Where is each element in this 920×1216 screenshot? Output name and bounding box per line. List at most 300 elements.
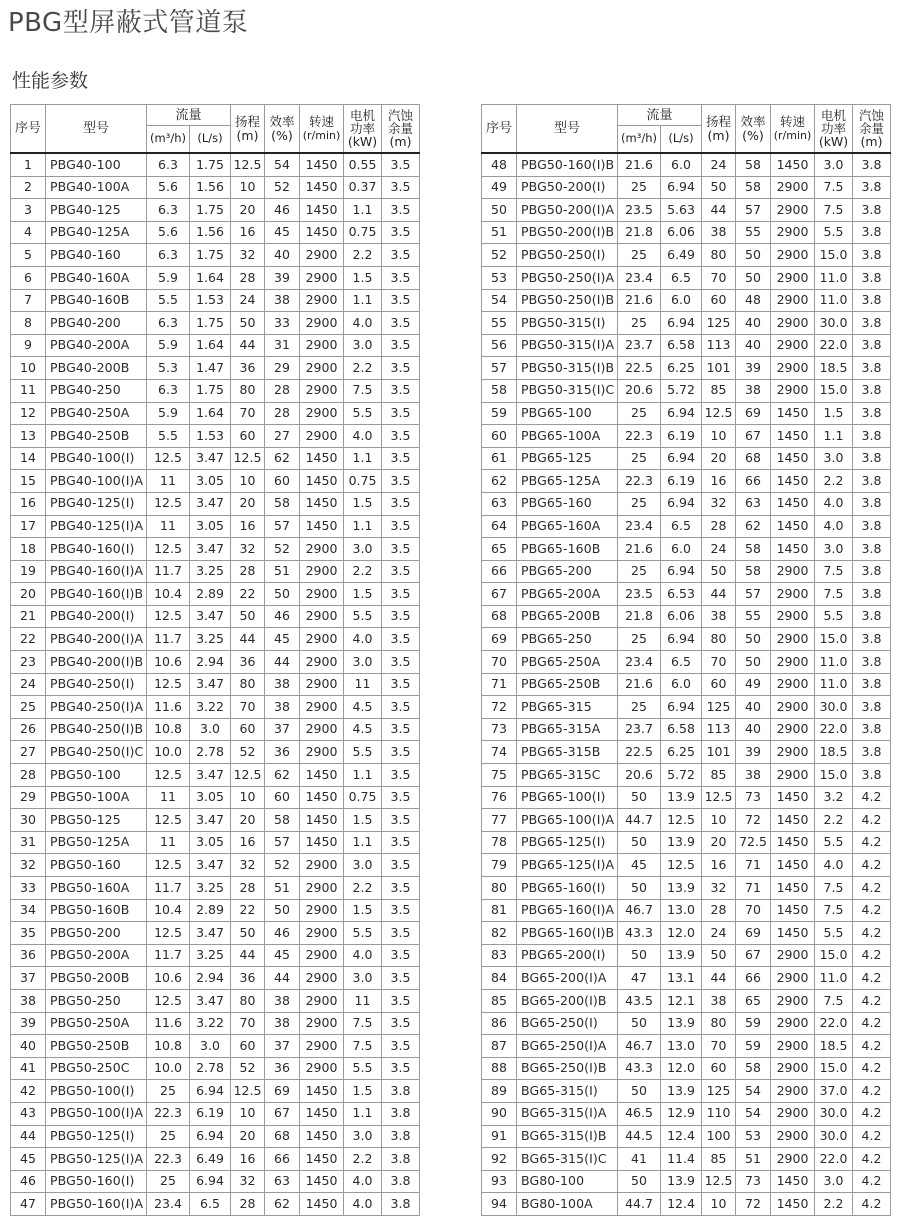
- cell-model: BG65-250(I)A: [517, 1035, 618, 1058]
- cell-speed: 1450: [300, 1102, 344, 1125]
- cell-model: PBG40-125(I): [46, 492, 147, 515]
- cell-model: PBG65-200A: [517, 583, 618, 606]
- cell-speed: 1450: [771, 1193, 815, 1216]
- header-speed: 转速 (r/min): [771, 105, 815, 154]
- cell-head: 50: [231, 922, 265, 945]
- cell-power: 4.5: [344, 718, 382, 741]
- table-row: [11, 1170, 420, 1193]
- cell-flow-m3h: 50: [618, 877, 661, 900]
- cell-power: 7.5: [815, 877, 853, 900]
- cell-head: 28: [231, 1193, 265, 1216]
- cell-npsh: 3.5: [382, 831, 420, 854]
- cell-power: 4.0: [344, 628, 382, 651]
- cell-model: PBG50-315(I)A: [517, 334, 618, 357]
- cell-npsh: 4.2: [853, 786, 891, 809]
- cell-seq: 44: [11, 1125, 46, 1148]
- cell-seq: 53: [482, 266, 517, 289]
- cell-speed: 1450: [771, 877, 815, 900]
- cell-efficiency: 44: [265, 651, 300, 674]
- cell-seq: 29: [11, 786, 46, 809]
- cell-flow-ls: 3.47: [190, 922, 231, 945]
- cell-flow-ls: 1.75: [190, 379, 231, 402]
- cell-npsh: 4.2: [853, 1193, 891, 1216]
- cell-model: PBG40-160(I)A: [46, 560, 147, 583]
- header-seq: 序号: [11, 105, 46, 154]
- cell-efficiency: 38: [265, 1012, 300, 1035]
- cell-model: PBG50-250(I): [517, 244, 618, 267]
- cell-speed: 2900: [771, 1080, 815, 1103]
- cell-speed: 2900: [771, 1035, 815, 1058]
- cell-seq: 2: [11, 176, 46, 199]
- cell-npsh: 3.5: [382, 696, 420, 719]
- table-row: [482, 538, 891, 561]
- cell-flow-m3h: 44.7: [618, 809, 661, 832]
- cell-seq: 23: [11, 651, 46, 674]
- cell-head: 44: [231, 944, 265, 967]
- cell-head: 50: [231, 312, 265, 335]
- cell-flow-m3h: 25: [618, 628, 661, 651]
- table-row: [11, 560, 420, 583]
- cell-seq: 11: [11, 379, 46, 402]
- cell-flow-m3h: 11: [147, 786, 190, 809]
- table-row: [11, 357, 420, 380]
- cell-model: PBG50-250(I)A: [517, 266, 618, 289]
- cell-flow-ls: 6.19: [190, 1102, 231, 1125]
- header-npsh: 汽蚀 余量 (m): [853, 105, 891, 154]
- cell-speed: 2900: [300, 1035, 344, 1058]
- cell-npsh: 3.8: [853, 357, 891, 380]
- header-motor-power: 电机 功率 (kW): [815, 105, 853, 154]
- cell-efficiency: 36: [265, 741, 300, 764]
- cell-flow-ls: 5.72: [661, 764, 702, 787]
- cell-head: 20: [702, 447, 736, 470]
- cell-power: 11.0: [815, 651, 853, 674]
- cell-head: 32: [702, 877, 736, 900]
- cell-flow-m3h: 6.3: [147, 312, 190, 335]
- cell-efficiency: 58: [736, 560, 771, 583]
- table-row: [482, 402, 891, 425]
- header-flow-m3h: (m³/h): [147, 126, 190, 154]
- cell-power: 1.1: [815, 425, 853, 448]
- cell-efficiency: 39: [265, 266, 300, 289]
- cell-efficiency: 39: [736, 357, 771, 380]
- cell-efficiency: 50: [736, 628, 771, 651]
- cell-speed: 2900: [300, 312, 344, 335]
- cell-head: 20: [231, 199, 265, 222]
- cell-efficiency: 68: [736, 447, 771, 470]
- cell-npsh: 3.5: [382, 967, 420, 990]
- cell-seq: 45: [11, 1148, 46, 1171]
- cell-npsh: 3.8: [853, 425, 891, 448]
- cell-power: 22.0: [815, 1012, 853, 1035]
- cell-npsh: 4.2: [853, 989, 891, 1012]
- cell-model: PBG65-100: [517, 402, 618, 425]
- cell-flow-ls: 12.5: [661, 809, 702, 832]
- cell-head: 12.5: [231, 1080, 265, 1103]
- cell-efficiency: 50: [265, 899, 300, 922]
- cell-flow-ls: 5.63: [661, 199, 702, 222]
- cell-flow-m3h: 22.5: [618, 357, 661, 380]
- table-row: [11, 447, 420, 470]
- cell-model: PBG40-250(I)B: [46, 718, 147, 741]
- cell-flow-m3h: 22.3: [618, 425, 661, 448]
- table-row: [482, 583, 891, 606]
- cell-seq: 66: [482, 560, 517, 583]
- cell-power: 4.0: [344, 425, 382, 448]
- cell-power: 2.2: [815, 470, 853, 493]
- cell-model: BG65-200(I)A: [517, 967, 618, 990]
- cell-model: PBG65-315A: [517, 718, 618, 741]
- cell-seq: 22: [11, 628, 46, 651]
- cell-head: 80: [231, 379, 265, 402]
- cell-flow-m3h: 5.5: [147, 425, 190, 448]
- table-row: [11, 538, 420, 561]
- cell-head: 50: [702, 560, 736, 583]
- cell-speed: 2900: [300, 628, 344, 651]
- cell-efficiency: 63: [736, 492, 771, 515]
- cell-seq: 5: [11, 244, 46, 267]
- cell-flow-m3h: 12.5: [147, 764, 190, 787]
- cell-npsh: 3.8: [853, 628, 891, 651]
- cell-flow-m3h: 21.6: [618, 153, 661, 176]
- cell-seq: 39: [11, 1012, 46, 1035]
- cell-flow-m3h: 12.5: [147, 854, 190, 877]
- cell-speed: 1450: [300, 1125, 344, 1148]
- cell-npsh: 3.5: [382, 312, 420, 335]
- cell-model: PBG50-160B: [46, 899, 147, 922]
- cell-npsh: 3.8: [853, 199, 891, 222]
- cell-seq: 83: [482, 944, 517, 967]
- cell-flow-ls: 3.47: [190, 809, 231, 832]
- cell-model: PBG50-250A: [46, 1012, 147, 1035]
- cell-power: 0.37: [344, 176, 382, 199]
- cell-model: PBG40-100A: [46, 176, 147, 199]
- cell-seq: 25: [11, 696, 46, 719]
- cell-speed: 2900: [300, 741, 344, 764]
- cell-model: PBG40-200: [46, 312, 147, 335]
- cell-seq: 76: [482, 786, 517, 809]
- cell-speed: 2900: [771, 967, 815, 990]
- cell-efficiency: 37: [265, 1035, 300, 1058]
- cell-power: 11.0: [815, 967, 853, 990]
- table-row: [482, 1057, 891, 1080]
- cell-head: 20: [702, 831, 736, 854]
- cell-npsh: 3.8: [853, 447, 891, 470]
- cell-power: 1.5: [344, 583, 382, 606]
- cell-seq: 47: [11, 1193, 46, 1216]
- cell-flow-m3h: 23.4: [618, 651, 661, 674]
- table-row: [11, 605, 420, 628]
- cell-flow-ls: 3.05: [190, 831, 231, 854]
- cell-flow-ls: 1.53: [190, 425, 231, 448]
- cell-model: BG65-315(I)A: [517, 1102, 618, 1125]
- cell-power: 4.0: [815, 854, 853, 877]
- cell-flow-ls: 1.75: [190, 199, 231, 222]
- cell-seq: 40: [11, 1035, 46, 1058]
- cell-npsh: 3.8: [853, 515, 891, 538]
- cell-head: 36: [231, 967, 265, 990]
- cell-efficiency: 27: [265, 425, 300, 448]
- cell-head: 70: [702, 266, 736, 289]
- cell-npsh: 3.5: [382, 718, 420, 741]
- table-row: [11, 989, 420, 1012]
- cell-flow-m3h: 23.4: [618, 266, 661, 289]
- cell-model: BG65-315(I): [517, 1080, 618, 1103]
- cell-power: 0.75: [344, 470, 382, 493]
- cell-model: PBG40-125A: [46, 221, 147, 244]
- cell-npsh: 3.5: [382, 402, 420, 425]
- cell-flow-m3h: 50: [618, 786, 661, 809]
- cell-speed: 2900: [300, 334, 344, 357]
- table-row: [11, 673, 420, 696]
- cell-seq: 68: [482, 605, 517, 628]
- cell-flow-ls: 3.05: [190, 515, 231, 538]
- cell-power: 30.0: [815, 1125, 853, 1148]
- cell-power: 1.5: [344, 1080, 382, 1103]
- cell-efficiency: 46: [265, 199, 300, 222]
- cell-seq: 32: [11, 854, 46, 877]
- cell-speed: 2900: [300, 289, 344, 312]
- cell-head: 12.5: [702, 786, 736, 809]
- cell-flow-m3h: 11: [147, 470, 190, 493]
- cell-efficiency: 55: [736, 221, 771, 244]
- table-row: [482, 221, 891, 244]
- cell-speed: 2900: [300, 583, 344, 606]
- cell-flow-m3h: 23.4: [147, 1193, 190, 1216]
- cell-power: 3.0: [344, 854, 382, 877]
- cell-speed: 2900: [300, 357, 344, 380]
- cell-power: 4.0: [344, 944, 382, 967]
- cell-seq: 59: [482, 402, 517, 425]
- table-row: [482, 560, 891, 583]
- cell-flow-ls: 6.5: [661, 515, 702, 538]
- table-row: [482, 1193, 891, 1216]
- cell-seq: 85: [482, 989, 517, 1012]
- header-flow: 流量: [147, 105, 231, 126]
- cell-power: 30.0: [815, 312, 853, 335]
- cell-efficiency: 72: [736, 1193, 771, 1216]
- cell-flow-ls: 6.5: [190, 1193, 231, 1216]
- cell-efficiency: 38: [265, 673, 300, 696]
- cell-npsh: 3.5: [382, 244, 420, 267]
- cell-power: 5.5: [344, 741, 382, 764]
- cell-model: BG65-250(I)B: [517, 1057, 618, 1080]
- cell-speed: 2900: [771, 718, 815, 741]
- cell-speed: 2900: [771, 1148, 815, 1171]
- cell-head: 60: [231, 1035, 265, 1058]
- cell-flow-m3h: 22.3: [618, 470, 661, 493]
- cell-flow-ls: 3.25: [190, 877, 231, 900]
- cell-model: PBG50-125: [46, 809, 147, 832]
- cell-head: 101: [702, 357, 736, 380]
- cell-model: PBG40-200(I)B: [46, 651, 147, 674]
- cell-power: 11.0: [815, 673, 853, 696]
- cell-model: BG80-100A: [517, 1193, 618, 1216]
- cell-speed: 2900: [771, 1102, 815, 1125]
- cell-flow-ls: 6.49: [661, 244, 702, 267]
- table-row: [482, 289, 891, 312]
- cell-flow-ls: 12.5: [661, 854, 702, 877]
- cell-head: 50: [702, 176, 736, 199]
- cell-efficiency: 29: [265, 357, 300, 380]
- cell-seq: 70: [482, 651, 517, 674]
- cell-power: 3.0: [344, 1125, 382, 1148]
- cell-power: 5.5: [344, 402, 382, 425]
- cell-power: 15.0: [815, 628, 853, 651]
- cell-flow-m3h: 23.7: [618, 334, 661, 357]
- cell-power: 7.5: [815, 176, 853, 199]
- cell-head: 10: [702, 425, 736, 448]
- cell-head: 125: [702, 696, 736, 719]
- cell-power: 1.1: [344, 515, 382, 538]
- cell-npsh: 3.5: [382, 1012, 420, 1035]
- cell-speed: 1450: [300, 492, 344, 515]
- table-row: [482, 176, 891, 199]
- cell-npsh: 3.5: [382, 673, 420, 696]
- cell-efficiency: 37: [265, 718, 300, 741]
- cell-seq: 72: [482, 696, 517, 719]
- cell-model: PBG65-125(I): [517, 831, 618, 854]
- cell-model: PBG50-100: [46, 764, 147, 787]
- cell-seq: 80: [482, 877, 517, 900]
- cell-flow-ls: 6.19: [661, 470, 702, 493]
- cell-npsh: 4.2: [853, 1170, 891, 1193]
- cell-npsh: 4.2: [853, 1035, 891, 1058]
- cell-speed: 2900: [300, 989, 344, 1012]
- cell-npsh: 3.8: [853, 244, 891, 267]
- cell-speed: 2900: [771, 357, 815, 380]
- cell-efficiency: 28: [265, 402, 300, 425]
- cell-speed: 2900: [300, 854, 344, 877]
- cell-flow-ls: 13.9: [661, 1080, 702, 1103]
- cell-npsh: 3.8: [853, 266, 891, 289]
- cell-speed: 1450: [771, 854, 815, 877]
- cell-model: PBG40-160B: [46, 289, 147, 312]
- cell-seq: 63: [482, 492, 517, 515]
- cell-model: PBG65-160(I)A: [517, 899, 618, 922]
- cell-flow-ls: 3.25: [190, 944, 231, 967]
- cell-speed: 2900: [300, 560, 344, 583]
- cell-flow-m3h: 23.7: [618, 718, 661, 741]
- cell-model: PBG65-200B: [517, 605, 618, 628]
- cell-model: PBG40-250A: [46, 402, 147, 425]
- cell-flow-m3h: 21.8: [618, 221, 661, 244]
- cell-speed: 2900: [771, 1057, 815, 1080]
- cell-flow-ls: 6.94: [661, 560, 702, 583]
- cell-flow-m3h: 25: [618, 492, 661, 515]
- table-row: [11, 831, 420, 854]
- cell-efficiency: 57: [736, 583, 771, 606]
- cell-npsh: 3.5: [382, 605, 420, 628]
- cell-head: 10: [231, 1102, 265, 1125]
- cell-flow-ls: 6.5: [661, 651, 702, 674]
- cell-speed: 2900: [771, 1012, 815, 1035]
- cell-model: PBG50-200B: [46, 967, 147, 990]
- cell-flow-m3h: 43.3: [618, 1057, 661, 1080]
- cell-power: 7.5: [815, 989, 853, 1012]
- cell-efficiency: 62: [265, 447, 300, 470]
- table-row: [11, 312, 420, 335]
- cell-head: 20: [231, 1125, 265, 1148]
- cell-seq: 78: [482, 831, 517, 854]
- cell-speed: 2900: [771, 244, 815, 267]
- cell-speed: 1450: [300, 1148, 344, 1171]
- cell-npsh: 3.8: [853, 379, 891, 402]
- cell-speed: 2900: [300, 379, 344, 402]
- cell-efficiency: 40: [736, 312, 771, 335]
- cell-model: PBG65-160A: [517, 515, 618, 538]
- cell-head: 85: [702, 379, 736, 402]
- cell-head: 52: [231, 1057, 265, 1080]
- cell-flow-ls: 1.47: [190, 357, 231, 380]
- cell-npsh: 4.2: [853, 922, 891, 945]
- cell-flow-ls: 6.94: [661, 447, 702, 470]
- cell-head: 12.5: [702, 402, 736, 425]
- cell-flow-m3h: 10.0: [147, 1057, 190, 1080]
- cell-seq: 73: [482, 718, 517, 741]
- cell-model: PBG50-315(I)C: [517, 379, 618, 402]
- cell-power: 7.5: [344, 379, 382, 402]
- cell-head: 70: [702, 1035, 736, 1058]
- cell-model: PBG40-200(I): [46, 605, 147, 628]
- header-flow-ls: (L/s): [661, 126, 702, 154]
- cell-npsh: 3.5: [382, 538, 420, 561]
- cell-head: 70: [231, 402, 265, 425]
- cell-speed: 1450: [771, 402, 815, 425]
- cell-flow-m3h: 44.5: [618, 1125, 661, 1148]
- table-row: [482, 470, 891, 493]
- cell-npsh: 4.2: [853, 967, 891, 990]
- cell-npsh: 4.2: [853, 877, 891, 900]
- cell-head: 32: [231, 538, 265, 561]
- cell-npsh: 3.8: [853, 470, 891, 493]
- cell-flow-ls: 3.47: [190, 989, 231, 1012]
- cell-head: 70: [702, 651, 736, 674]
- cell-npsh: 3.8: [853, 718, 891, 741]
- table-row: [482, 492, 891, 515]
- cell-efficiency: 63: [265, 1170, 300, 1193]
- cell-model: PBG50-100A: [46, 786, 147, 809]
- cell-flow-m3h: 5.3: [147, 357, 190, 380]
- cell-seq: 92: [482, 1148, 517, 1171]
- cell-efficiency: 39: [736, 741, 771, 764]
- cell-head: 113: [702, 718, 736, 741]
- cell-efficiency: 50: [736, 244, 771, 267]
- cell-model: PBG65-100(I)A: [517, 809, 618, 832]
- cell-power: 3.0: [344, 334, 382, 357]
- cell-speed: 2900: [300, 425, 344, 448]
- cell-speed: 2900: [300, 651, 344, 674]
- cell-flow-ls: 3.47: [190, 605, 231, 628]
- cell-flow-m3h: 50: [618, 831, 661, 854]
- cell-npsh: 4.2: [853, 1012, 891, 1035]
- cell-speed: 2900: [771, 989, 815, 1012]
- cell-model: PBG40-250(I)C: [46, 741, 147, 764]
- cell-model: PBG65-125(I)A: [517, 854, 618, 877]
- cell-flow-m3h: 5.9: [147, 266, 190, 289]
- cell-efficiency: 38: [736, 379, 771, 402]
- cell-head: 32: [231, 1170, 265, 1193]
- cell-head: 60: [702, 289, 736, 312]
- cell-flow-m3h: 6.3: [147, 153, 190, 176]
- cell-model: PBG65-160B: [517, 538, 618, 561]
- cell-head: 36: [231, 357, 265, 380]
- table-row: [11, 583, 420, 606]
- cell-efficiency: 67: [736, 944, 771, 967]
- cell-head: 60: [702, 673, 736, 696]
- cell-head: 16: [702, 470, 736, 493]
- cell-speed: 1450: [300, 199, 344, 222]
